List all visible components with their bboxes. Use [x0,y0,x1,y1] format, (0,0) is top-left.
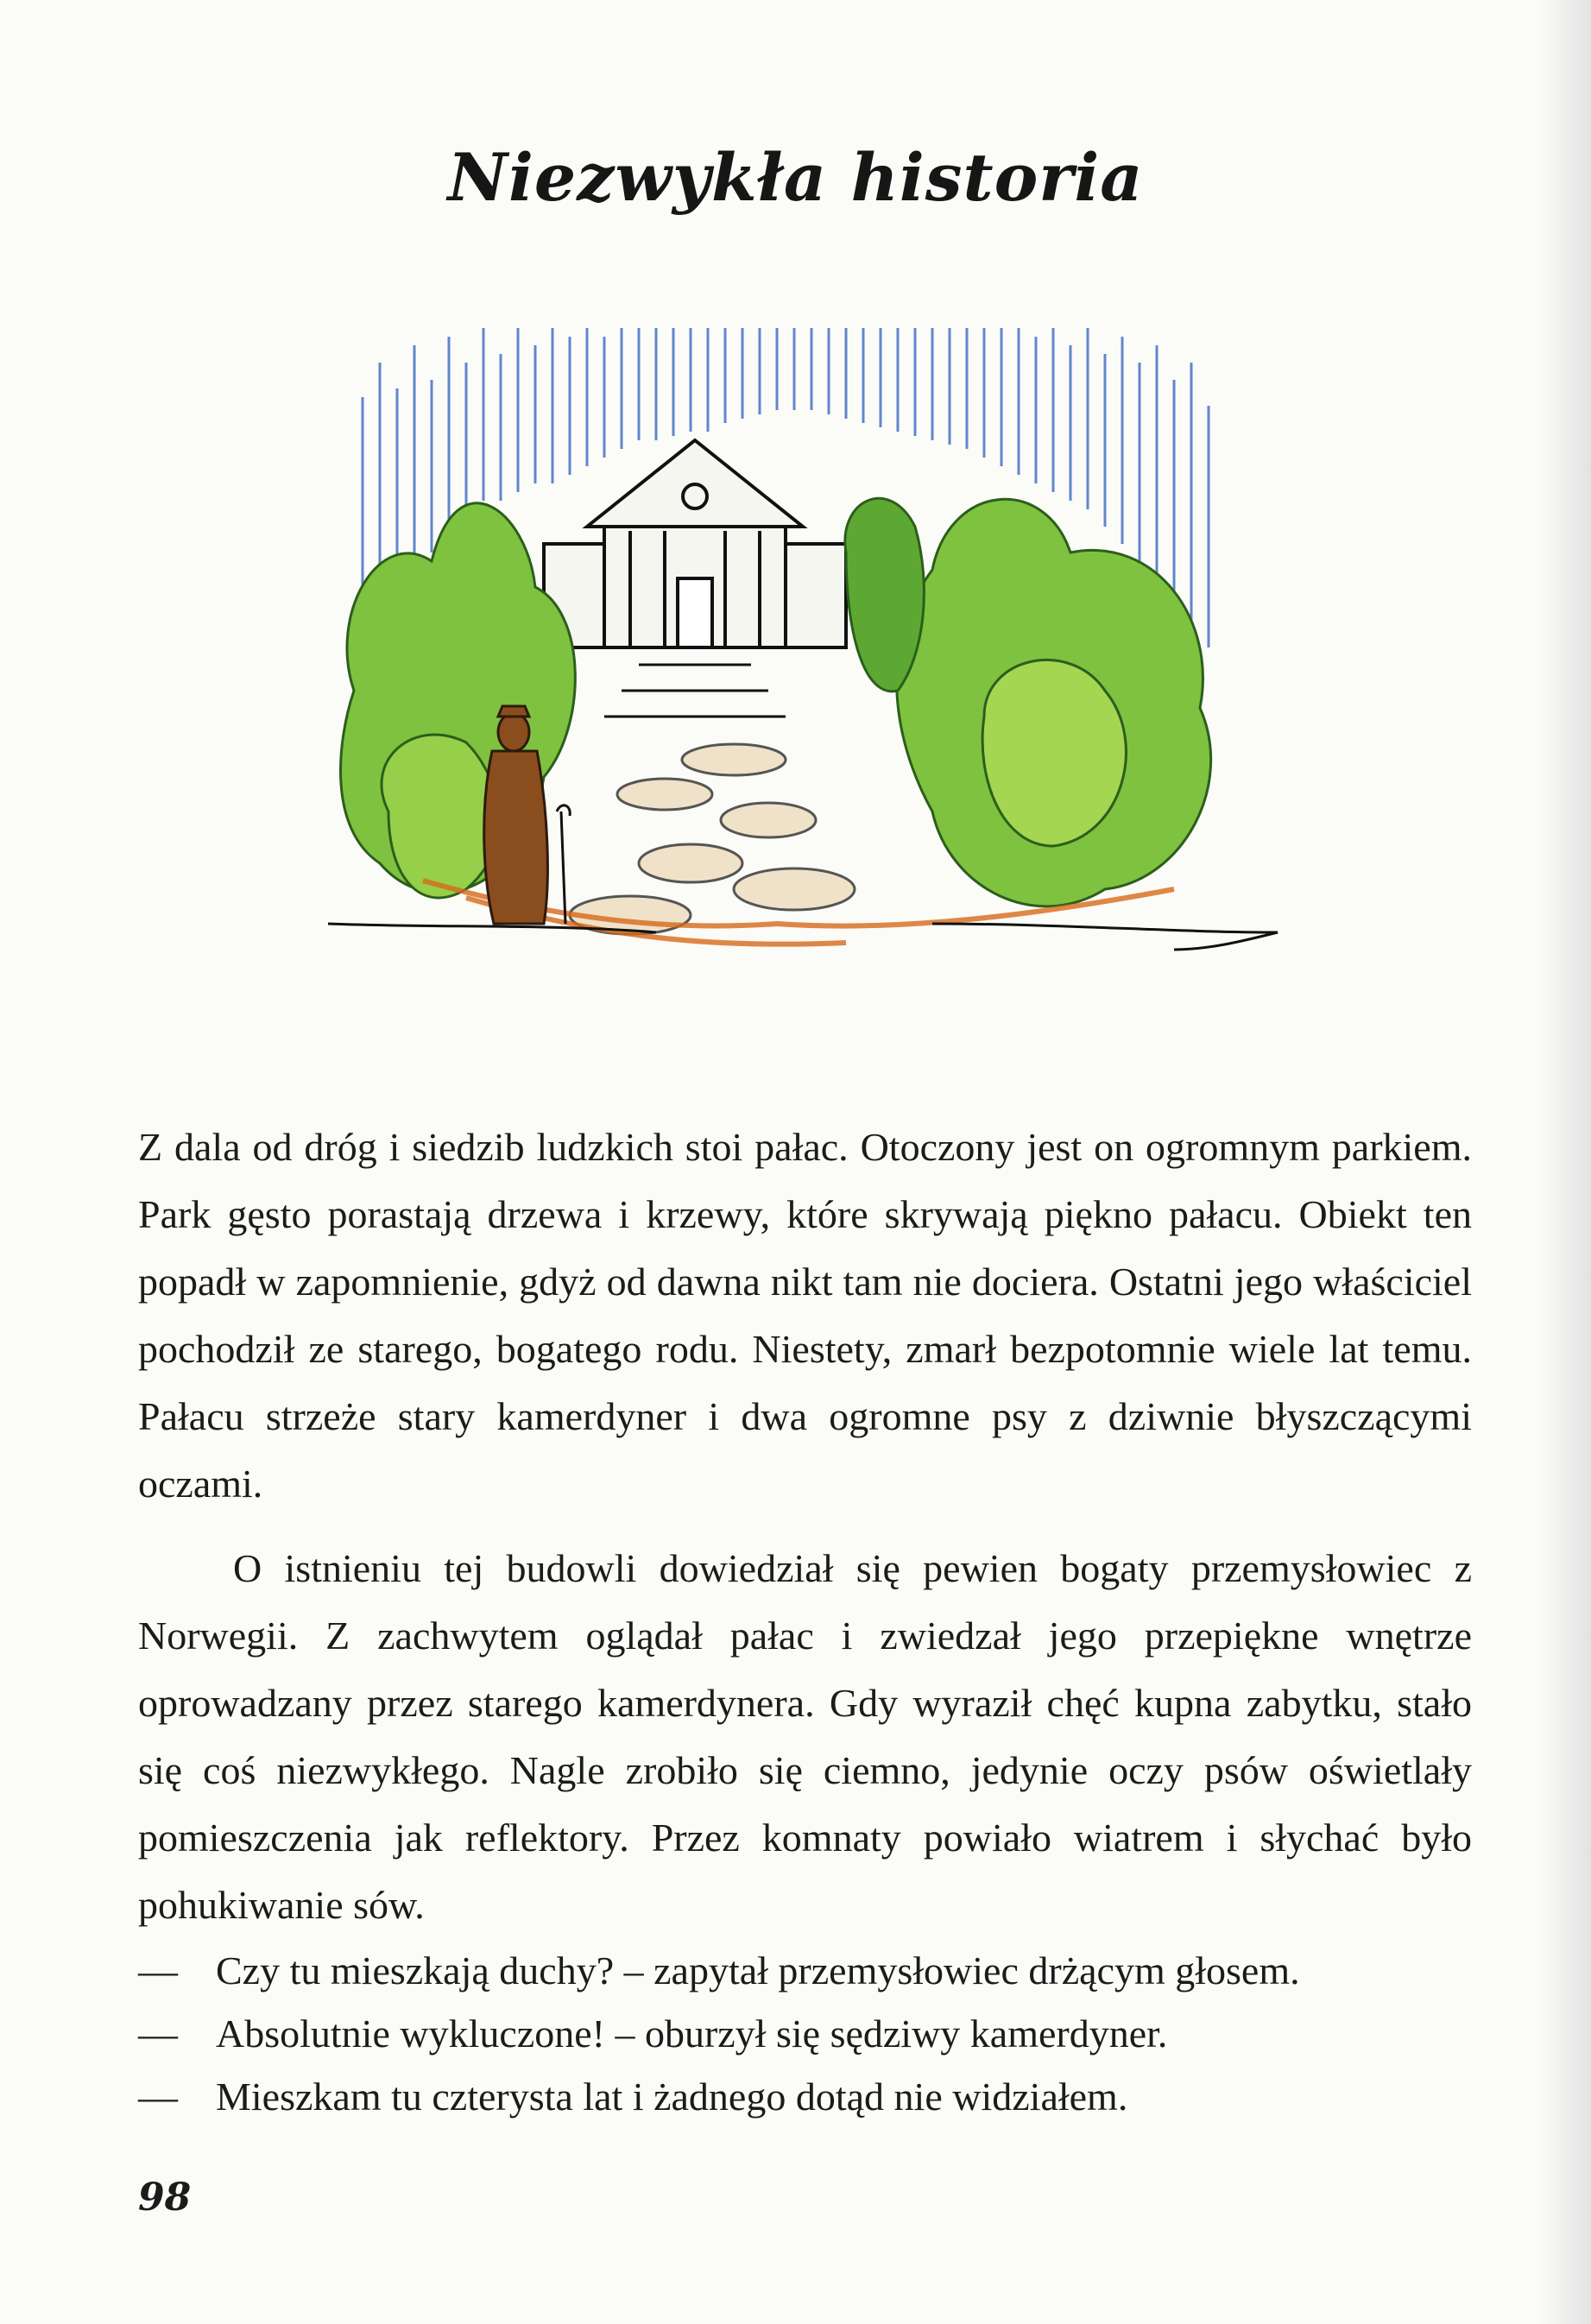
palace [544,440,846,647]
dialogue-dash: — [138,2075,178,2119]
tree-right-trunk [845,498,925,692]
dialogue-dash: — [138,1948,178,1992]
dialogue-text: Absolutnie wykluczone! – oburzył się sędziwy kamerdyner. [216,2011,1168,2056]
dialogue-block [138,1939,1472,2128]
dialogue-line [138,1939,1472,2002]
paragraph-1: Z dala od dróg i siedzib ludzkich stoi pałac. Otoczony jest on ogromnym parkiem. Park gęsto porastają drzewa i krzewy, które skrywają piękno pałacu. Obiekt ten popadł w zapomnienie, gdyż od dawna nikt tam nie dociera. Ostatni jego właściciel pochodził ze starego, bogatego rodu. Niestety, zmarł bezpotomnie wiele lat temu. Pałacu strzeże stary kamerdyner i dwa ogromne psy z dziwnie błyszczącymi oczami. [138,1125,1472,1506]
palace-illustration [328,328,1329,1001]
page-edge-shadow [1539,0,1591,2324]
page-title: Niezwykła historia [447,138,1144,216]
bushes-right [897,499,1211,906]
story-text [138,1114,1472,2128]
dialogue-text: Mieszkam tu czterysta lat i żadnego dotąd nie widziałem. [216,2075,1128,2119]
dialogue-line [138,2065,1472,2128]
dialogue-text: Czy tu mieszkają duchy? – zapytał przemysłowiec drżącym głosem. [216,1948,1300,1992]
steps [604,665,786,717]
page-number: 98 [138,2176,192,2220]
dialogue-line [138,2002,1472,2065]
path-stones [570,744,855,934]
paragraph-2: O istnieniu tej budowli dowiedział się pewien bogaty przemysłowiec z Norwegii. Z zachwytem oglądał pałac i zwiedzał jego przepiękne wnętrze oprowadzany przez starego kamerdynera. Gdy wyraził chęć kupna zabytku, stało się coś niezwykłego. Nagle zrobiło się ciemno, jedynie oczy psów oświetlały pomieszczenia jak reflektory. Przez komnaty powiało wiatrem i słychać było pohukiwanie sów. [138,1546,1472,1927]
dialogue-dash: — [138,2011,178,2056]
